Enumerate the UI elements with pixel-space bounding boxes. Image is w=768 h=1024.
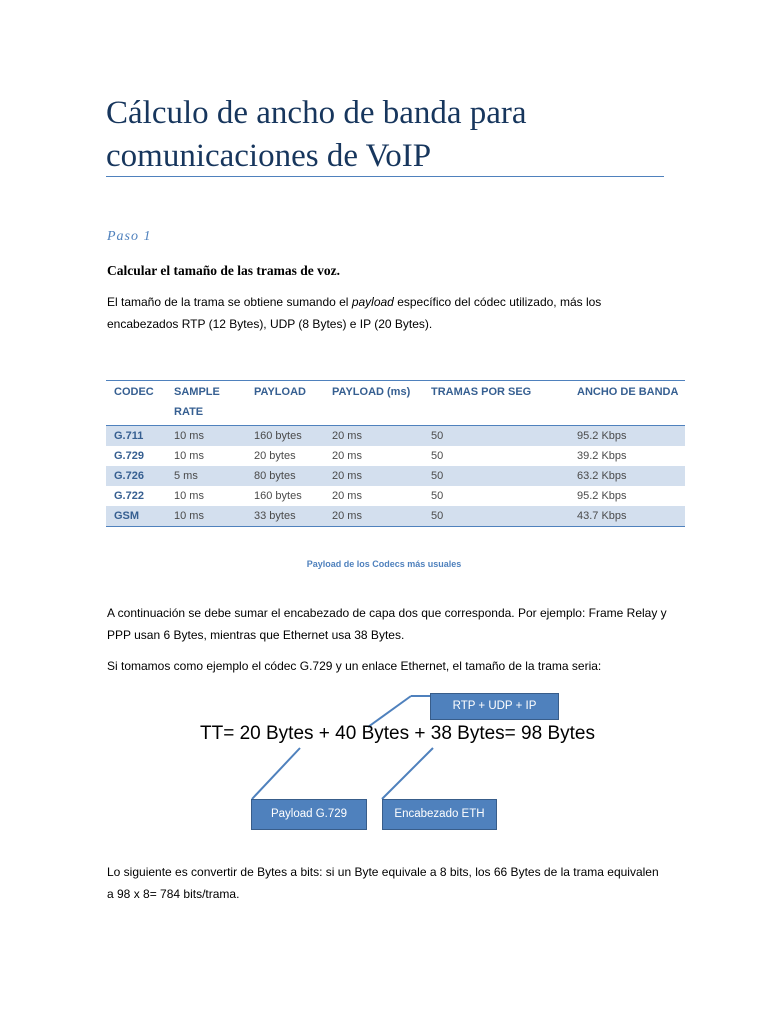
cell-bandwidth: 43.7 Kbps: [569, 506, 685, 527]
cell-payload: 80 bytes: [246, 466, 324, 486]
cell-payload: 160 bytes: [254, 490, 302, 502]
header-payload-ms: PAYLOAD (ms): [324, 381, 423, 426]
header-sample-rate: SAMPLE RATE: [166, 381, 246, 426]
cell-bandwidth: 95.2 Kbps: [569, 426, 685, 447]
cell-bandwidth: 63.2 Kbps: [569, 466, 685, 486]
layer2-paragraph: A continuación se debe sumar el encabezado de capa dos que corresponda. Por ejemplo: Frame Relay y PPP usan 6 Bytes, mientras que Ethernet usa 38 Bytes.: [107, 606, 667, 642]
cell-payload-ms: 20 ms: [332, 490, 362, 502]
cell-frames-per-sec: 50: [423, 506, 569, 527]
callout-ethernet-header: Encabezado ETH: [382, 799, 497, 830]
conversion-paragraph: Lo siguiente es convertir de Bytes a bits: si un Byte equivale a 8 bits, los 66 Bytes de la trama equivalen a 98 x 8= 784 bits/trama.: [107, 865, 659, 901]
cell-sample-rate: 10 ms: [166, 506, 246, 527]
cell-payload: 33 bytes: [246, 506, 324, 527]
cell-codec: G.726: [106, 466, 166, 486]
cell-codec: G.729: [114, 450, 144, 462]
cell-payload: 160 bytes: [246, 426, 324, 447]
cell-sample-rate: 10 ms: [166, 426, 246, 447]
cell-bandwidth: 95.2 Kbps: [577, 490, 627, 502]
cell-frames-per-sec: 50: [423, 466, 569, 486]
header-payload: PAYLOAD: [246, 381, 324, 426]
cell-codec: G.722: [114, 490, 144, 502]
cell-sample-rate: 10 ms: [174, 490, 204, 502]
cell-codec: G.711: [106, 426, 166, 447]
callout-payload-g729: Payload G.729: [251, 799, 367, 830]
cell-sample-rate: 5 ms: [166, 466, 246, 486]
header-codec: CODEC: [106, 381, 166, 426]
intro-italic-term: payload: [351, 295, 394, 309]
section-subheading: Calcular el tamaño de las tramas de voz.: [107, 263, 340, 278]
connector-payload: [252, 748, 300, 799]
cell-payload: 20 bytes: [254, 450, 296, 462]
cell-payload-ms: 20 ms: [324, 506, 423, 527]
cell-payload-ms: 20 ms: [332, 450, 362, 462]
cell-frames-per-sec: 50: [431, 450, 444, 462]
connector-eth: [382, 748, 433, 799]
table-caption: Payload de los Codecs más usuales: [306, 559, 462, 569]
cell-frames-per-sec: 50: [431, 490, 444, 502]
callout-rtp-udp-ip: RTP + UDP + IP: [430, 693, 559, 720]
cell-bandwidth: 39.2 Kbps: [577, 450, 627, 462]
cell-frames-per-sec: 50: [423, 426, 569, 447]
step-label: Paso 1: [107, 229, 152, 244]
intro-text-start: El tamaño de la trama se obtiene sumando el: [107, 295, 352, 309]
example-paragraph: Si tomamos como ejemplo el códec G.729 y un enlace Ethernet, el tamaño de la trama seria:: [107, 659, 602, 673]
frame-size-formula: TT= 20 Bytes + 40 Bytes + 38 Bytes= 98 Bytes: [200, 723, 595, 744]
intro-text-end: específico del códec utilizado, más los encabezados RTP (12 Bytes), UDP (8 Bytes) e IP (20 Bytes).: [107, 295, 602, 331]
header-frames-per-sec: TRAMAS POR SEG: [423, 381, 569, 426]
cell-codec: GSM: [106, 506, 166, 527]
cell-sample-rate: 10 ms: [174, 450, 204, 462]
cell-payload-ms: 20 ms: [324, 426, 423, 447]
header-bandwidth: ANCHO DE BANDA: [569, 381, 685, 426]
page-title: Cálculo de ancho de banda para comunicaciones de VoIP: [106, 95, 527, 174]
cell-payload-ms: 20 ms: [324, 466, 423, 486]
